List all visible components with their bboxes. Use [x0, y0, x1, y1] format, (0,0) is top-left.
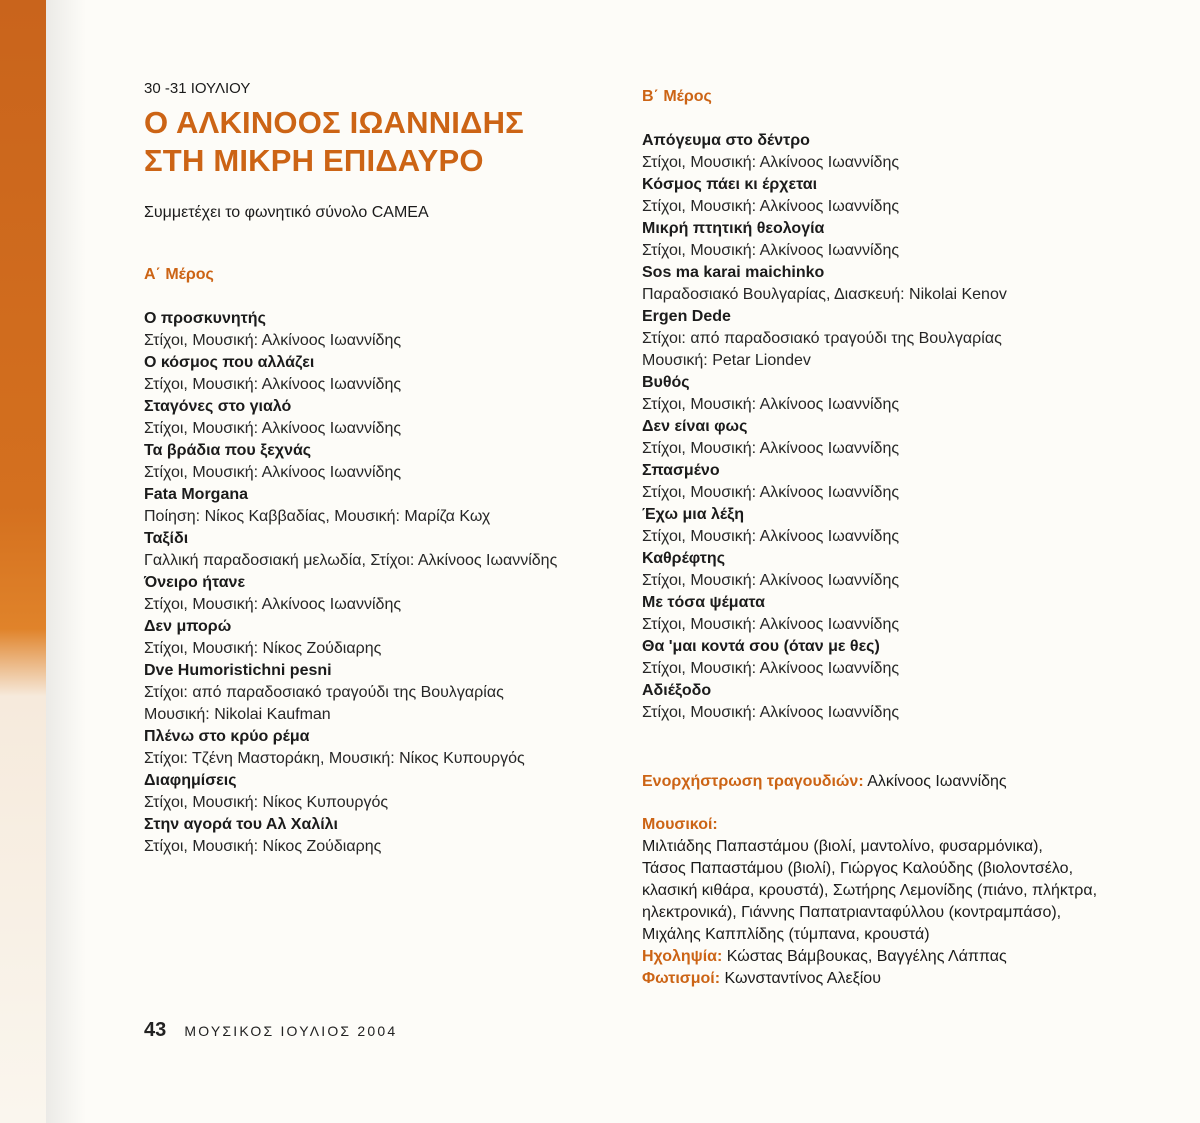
- song-title: Μικρή πτητική θεολογία: [642, 220, 825, 237]
- lighting-label: Φωτισμοί:: [642, 970, 721, 987]
- song-credit: Στίχοι, Μουσική: Αλκίνοος Ιωαννίδης: [642, 704, 900, 721]
- left-column: [144, 80, 614, 858]
- musicians-line: Τάσος Παπαστάμου (βιολί), Γιώργος Καλούδης (βιολοντσέλο,: [642, 860, 1074, 877]
- song-credit: Στίχοι, Μουσική: Αλκίνοος Ιωαννίδης: [642, 198, 900, 215]
- page-footer: [144, 1019, 397, 1042]
- song-title: Βυθός: [642, 374, 690, 391]
- song-credit: Στίχοι, Μουσική: Αλκίνοος Ιωαννίδης: [642, 528, 900, 545]
- song-title: Σταγόνες στο γιαλό: [144, 398, 292, 415]
- musicians-line: Μιχάλης Καππλίδης (τύμπανα, κρουστά): [642, 926, 930, 943]
- song-title: Ταξίδι: [144, 530, 189, 547]
- song-credit: Στίχοι, Μουσική: Αλκίνοος Ιωαννίδης: [144, 332, 402, 349]
- musicians-label: Μουσικοί:: [642, 816, 718, 833]
- lighting-value: Κωνσταντίνος Αλεξίου: [724, 970, 881, 987]
- song-credit: Ποίηση: Νίκος Καββαδίας, Μουσική: Μαρίζα Κωχ: [144, 508, 491, 525]
- song-credit: Στίχοι: από παραδοσιακό τραγούδι της Βουλγαρίας: [144, 684, 504, 701]
- song-credit: Στίχοι, Μουσική: Αλκίνοος Ιωαννίδης: [642, 242, 900, 259]
- musicians-line: Μιλτιάδης Παπαστάμου (βιολί, μαντολίνο, φυσαρμόνικα),: [642, 838, 1043, 855]
- magazine-running-title: ΜΟΥΣΙΚΟΣ ΙΟΥΛΙΟΣ 2004: [184, 1023, 398, 1039]
- song-title: Δεν μπορώ: [144, 618, 232, 635]
- sound-value: Κώστας Βάμβουκας, Βαγγέλης Λάππας: [726, 948, 1007, 965]
- song-credit: Στίχοι, Μουσική: Αλκίνοος Ιωαννίδης: [144, 376, 402, 393]
- song-credit: Στίχοι, Μουσική: Αλκίνοος Ιωαννίδης: [144, 420, 402, 437]
- song-credit: Στίχοι, Μουσική: Νίκος Ζούδιαρης: [144, 838, 382, 855]
- sound-label: Ηχοληψία:: [642, 948, 723, 965]
- title-line: ΣΤΗ ΜΙΚΡΗ ΕΠΙΔΑΥΡΟ: [144, 143, 484, 178]
- song-title: Με τόσα ψέματα: [642, 594, 765, 611]
- song-title: Ο κόσμος που αλλάζει: [144, 354, 315, 371]
- gutter-shadow: [46, 0, 86, 1123]
- song-title: Σπασμένο: [642, 462, 720, 479]
- orchestration-label: Ενορχήστρωση τραγουδιών:: [642, 773, 864, 790]
- song-credit: Μουσική: Petar Liondev: [642, 352, 811, 369]
- lighting-credit: [642, 968, 1162, 990]
- song-title: Dve Humoristichni pesni: [144, 662, 332, 679]
- section-heading-part-a: Α΄ Μέρος: [144, 266, 214, 283]
- song-list-part-a: [144, 308, 614, 858]
- song-title: Δεν είναι φως: [642, 418, 748, 435]
- song-credit: Στίχοι, Μουσική: Νίκος Κυπουργός: [144, 794, 389, 811]
- song-credit: Στίχοι, Μουσική: Αλκίνοος Ιωαννίδης: [144, 596, 402, 613]
- song-title: Όνειρο ήτανε: [144, 574, 246, 591]
- song-credit: Στίχοι, Μουσική: Αλκίνοος Ιωαννίδης: [642, 484, 900, 501]
- page-spine-strip: [0, 0, 46, 1123]
- page-number: 43: [144, 1019, 167, 1041]
- song-title: Ergen Dede: [642, 308, 731, 325]
- right-column: [642, 88, 1162, 990]
- song-title: Καθρέφτης: [642, 550, 726, 567]
- song-credit: Στίχοι, Μουσική: Αλκίνοος Ιωαννίδης: [642, 572, 900, 589]
- song-credit: Παραδοσιακό Βουλγαρίας, Διασκευή: Nikolai Kenov: [642, 286, 1007, 303]
- musicians-credit: [642, 814, 1162, 946]
- song-title: Ο προσκυνητής: [144, 310, 266, 327]
- title-line: Ο ΑΛΚΙΝΟΟΣ ΙΩΑΝΝΙΔΗΣ: [144, 105, 524, 140]
- orchestration-value: Αλκίνοος Ιωαννίδης: [867, 773, 1007, 790]
- sound-credit: [642, 946, 1162, 968]
- orchestration-credit: [642, 771, 1162, 793]
- song-title: Fata Morgana: [144, 486, 249, 503]
- song-credit: Γαλλική παραδοσιακή μελωδία, Στίχοι: Αλκίνοος Ιωαννίδης: [144, 552, 558, 569]
- song-credit: Στίχοι, Μουσική: Αλκίνοος Ιωαννίδης: [642, 154, 900, 171]
- song-title: Έχω μια λέξη: [642, 506, 745, 523]
- song-credit: Στίχοι, Μουσική: Αλκίνοος Ιωαννίδης: [642, 440, 900, 457]
- song-title: Κόσμος πάει κι έρχεται: [642, 176, 818, 193]
- event-date: 30 -31 ΙΟΥΛΙΟΥ: [144, 80, 251, 97]
- song-title: Θα 'μαι κοντά σου (όταν με θες): [642, 638, 880, 655]
- section-heading-part-b: Β΄ Μέρος: [642, 88, 712, 105]
- song-title: Sos ma karai maichinko: [642, 264, 825, 281]
- song-credit: Στίχοι, Μουσική: Νίκος Ζούδιαρης: [144, 640, 382, 657]
- song-credit: Στίχοι, Μουσική: Αλκίνοος Ιωαννίδης: [642, 616, 900, 633]
- song-credit: Στίχοι, Μουσική: Αλκίνοος Ιωαννίδης: [642, 396, 900, 413]
- musicians-line: κλασική κιθάρα, κρουστά), Σωτήρης Λεμονίδης (πιάνο, πλήκτρα,: [642, 882, 1098, 899]
- song-title: Τα βράδια που ξεχνάς: [144, 442, 312, 459]
- song-credit: Στίχοι, Μουσική: Αλκίνοος Ιωαννίδης: [144, 464, 402, 481]
- musicians-line: ηλεκτρονικά), Γιάννης Παπατριανταφύλλου (κοντραμπάσο),: [642, 904, 1062, 921]
- song-credit: Στίχοι: από παραδοσιακό τραγούδι της Βουλγαρίας: [642, 330, 1002, 347]
- song-title: Διαφημίσεις: [144, 772, 237, 789]
- song-credit: Στίχοι: Τζένη Μαστοράκη, Μουσική: Νίκος Κυπουργός: [144, 750, 525, 767]
- song-title: Απόγευμα στο δέντρο: [642, 132, 810, 149]
- song-credit: Στίχοι, Μουσική: Αλκίνοος Ιωαννίδης: [642, 660, 900, 677]
- song-title: Στην αγορά του Αλ Χαλίλι: [144, 816, 338, 833]
- article-subtitle: Συμμετέχει το φωνητικό σύνολο CAMEA: [144, 204, 429, 221]
- song-credit: Μουσική: Nikolai Kaufman: [144, 706, 331, 723]
- song-title: Αδιέξοδο: [642, 682, 712, 699]
- song-list-part-b: [642, 130, 1162, 724]
- article-title: [144, 104, 614, 180]
- song-title: Πλένω στο κρύο ρέμα: [144, 728, 310, 745]
